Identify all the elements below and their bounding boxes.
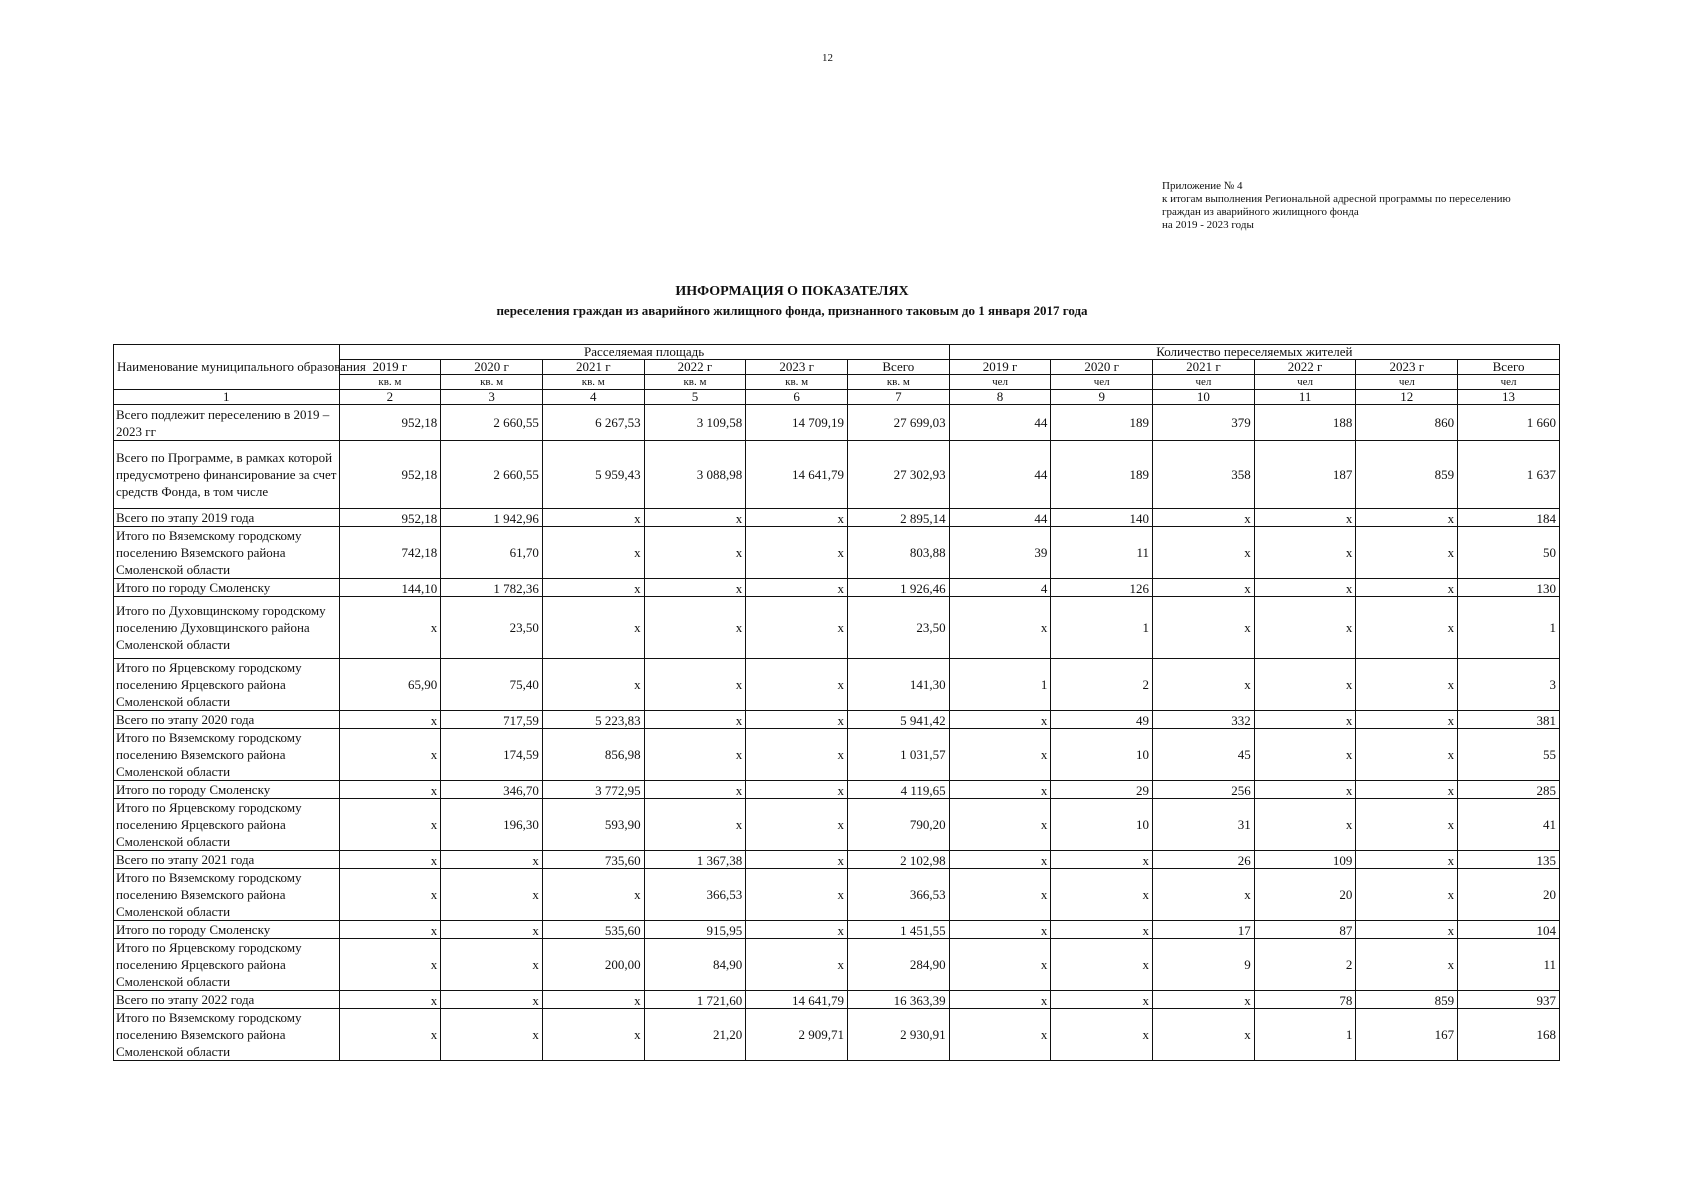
area-value-cell: x bbox=[746, 659, 848, 711]
area-value-cell: 27 699,03 bbox=[847, 405, 949, 441]
area-value-cell: x bbox=[644, 659, 746, 711]
area-unit-header: кв. м bbox=[542, 375, 644, 390]
area-value-cell: x bbox=[339, 851, 441, 869]
column-number: 12 bbox=[1356, 390, 1458, 405]
residents-value-cell: x bbox=[1051, 991, 1153, 1009]
residents-value-cell: x bbox=[1356, 781, 1458, 799]
area-value-cell: 4 119,65 bbox=[847, 781, 949, 799]
residents-value-cell: 17 bbox=[1153, 921, 1255, 939]
area-value-cell: 742,18 bbox=[339, 527, 441, 579]
page-number: 12 bbox=[822, 52, 833, 64]
residents-value-cell: x bbox=[1254, 711, 1356, 729]
area-value-cell: x bbox=[441, 851, 543, 869]
residents-value-cell: 140 bbox=[1051, 509, 1153, 527]
residents-value-cell: 1 bbox=[1254, 1009, 1356, 1061]
area-value-cell: x bbox=[644, 729, 746, 781]
area-value-cell: 366,53 bbox=[644, 869, 746, 921]
area-value-cell: x bbox=[644, 527, 746, 579]
column-number: 9 bbox=[1051, 390, 1153, 405]
row-name: Всего по этапу 2022 года bbox=[114, 991, 340, 1009]
area-value-cell: 593,90 bbox=[542, 799, 644, 851]
area-value-cell: 2 102,98 bbox=[847, 851, 949, 869]
area-value-cell: x bbox=[339, 939, 441, 991]
area-unit-header: кв. м bbox=[746, 375, 848, 390]
residents-value-cell: x bbox=[1356, 659, 1458, 711]
header-group-row bbox=[114, 345, 1560, 360]
residents-unit-header: чел bbox=[1051, 375, 1153, 390]
table-row bbox=[114, 405, 1560, 441]
row-name: Всего по Программе, в рамках которой предусмотрено финансирование за счет средств Фонда, в том числе bbox=[114, 441, 340, 509]
residents-value-cell: x bbox=[1254, 597, 1356, 659]
column-number: 4 bbox=[542, 390, 644, 405]
area-value-cell: 3 772,95 bbox=[542, 781, 644, 799]
row-name: Итого по Ярцевскому городскому поселению Ярцевского района Смоленской области bbox=[114, 939, 340, 991]
area-value-cell: 2 660,55 bbox=[441, 405, 543, 441]
residents-value-cell: 39 bbox=[949, 527, 1051, 579]
area-value-cell: x bbox=[441, 1009, 543, 1061]
area-unit-header: кв. м bbox=[441, 375, 543, 390]
residents-value-cell: 379 bbox=[1153, 405, 1255, 441]
residents-unit-header: чел bbox=[1356, 375, 1458, 390]
residents-value-cell: 44 bbox=[949, 509, 1051, 527]
residents-value-cell: 104 bbox=[1458, 921, 1560, 939]
row-name: Итого по Духовщинскому городскому поселению Духовщинского района Смоленской области bbox=[114, 597, 340, 659]
area-value-cell: 61,70 bbox=[441, 527, 543, 579]
residents-value-cell: 860 bbox=[1356, 405, 1458, 441]
area-value-cell: x bbox=[339, 781, 441, 799]
area-value-cell: 3 088,98 bbox=[644, 441, 746, 509]
row-name: Итого по Вяземскому городскому поселению Вяземского района Смоленской области bbox=[114, 1009, 340, 1061]
appendix-line-3: граждан из аварийного жилищного фонда bbox=[1162, 206, 1359, 218]
residents-value-cell: x bbox=[1356, 527, 1458, 579]
area-unit-header: кв. м bbox=[339, 375, 441, 390]
column-number: 13 bbox=[1458, 390, 1560, 405]
residents-value-cell: x bbox=[1356, 509, 1458, 527]
area-value-cell: 3 109,58 bbox=[644, 405, 746, 441]
row-name: Итого по Ярцевскому городскому поселению Ярцевского района Смоленской области bbox=[114, 659, 340, 711]
table-row bbox=[114, 939, 1560, 991]
row-name: Итого по Вяземскому городскому поселению Вяземского района Смоленской области bbox=[114, 527, 340, 579]
area-value-cell: 2 660,55 bbox=[441, 441, 543, 509]
row-name: Итого по городу Смоленску bbox=[114, 921, 340, 939]
residents-value-cell: 109 bbox=[1254, 851, 1356, 869]
residents-value-cell: x bbox=[1356, 939, 1458, 991]
residents-unit-header: чел bbox=[1153, 375, 1255, 390]
residents-value-cell: x bbox=[949, 851, 1051, 869]
area-value-cell: x bbox=[441, 921, 543, 939]
residents-value-cell: x bbox=[1356, 921, 1458, 939]
residents-value-cell: x bbox=[1254, 799, 1356, 851]
area-value-cell: 346,70 bbox=[441, 781, 543, 799]
area-value-cell: 717,59 bbox=[441, 711, 543, 729]
row-name: Итого по Вяземскому городскому поселению Вяземского района Смоленской области bbox=[114, 869, 340, 921]
area-value-cell: 535,60 bbox=[542, 921, 644, 939]
column-number-row bbox=[114, 390, 1560, 405]
table-row bbox=[114, 851, 1560, 869]
area-value-cell: x bbox=[339, 799, 441, 851]
residents-value-cell: 55 bbox=[1458, 729, 1560, 781]
table-body bbox=[114, 405, 1560, 1061]
residents-value-cell: 4 bbox=[949, 579, 1051, 597]
residents-value-cell: 285 bbox=[1458, 781, 1560, 799]
residents-value-cell: 859 bbox=[1356, 991, 1458, 1009]
residents-year-header: 2019 г bbox=[949, 360, 1051, 375]
table-row bbox=[114, 441, 1560, 509]
column-number: 10 bbox=[1153, 390, 1255, 405]
column-number: 7 bbox=[847, 390, 949, 405]
residents-value-cell: x bbox=[1153, 659, 1255, 711]
residents-value-cell: 3 bbox=[1458, 659, 1560, 711]
residents-value-cell: 44 bbox=[949, 405, 1051, 441]
area-value-cell: 14 641,79 bbox=[746, 991, 848, 1009]
area-value-cell: 75,40 bbox=[441, 659, 543, 711]
document-title: ИНФОРМАЦИЯ О ПОКАЗАТЕЛЯХ bbox=[675, 284, 909, 299]
table-row bbox=[114, 509, 1560, 527]
area-value-cell: x bbox=[542, 509, 644, 527]
residents-value-cell: x bbox=[1254, 527, 1356, 579]
area-value-cell: x bbox=[644, 781, 746, 799]
appendix-line-1: Приложение № 4 bbox=[1162, 180, 1243, 192]
area-year-header: 2023 г bbox=[746, 360, 848, 375]
area-value-cell: 14 641,79 bbox=[746, 441, 848, 509]
table-row bbox=[114, 869, 1560, 921]
residents-group-header: Количество переселяемых жителей bbox=[949, 345, 1559, 360]
area-value-cell: 2 909,71 bbox=[746, 1009, 848, 1061]
area-value-cell: x bbox=[339, 597, 441, 659]
residents-value-cell: 1 660 bbox=[1458, 405, 1560, 441]
residents-value-cell: x bbox=[1356, 799, 1458, 851]
residents-value-cell: 1 bbox=[949, 659, 1051, 711]
column-number: 6 bbox=[746, 390, 848, 405]
residents-value-cell: x bbox=[1153, 509, 1255, 527]
area-value-cell: x bbox=[746, 921, 848, 939]
residents-value-cell: 20 bbox=[1254, 869, 1356, 921]
residents-value-cell: 126 bbox=[1051, 579, 1153, 597]
residents-value-cell: x bbox=[1254, 579, 1356, 597]
residents-year-header: 2023 г bbox=[1356, 360, 1458, 375]
row-name: Всего по этапу 2020 года bbox=[114, 711, 340, 729]
residents-value-cell: 256 bbox=[1153, 781, 1255, 799]
residents-value-cell: 31 bbox=[1153, 799, 1255, 851]
residents-value-cell: 1 637 bbox=[1458, 441, 1560, 509]
area-value-cell: x bbox=[542, 659, 644, 711]
area-value-cell: 803,88 bbox=[847, 527, 949, 579]
residents-value-cell: 188 bbox=[1254, 405, 1356, 441]
appendix-note bbox=[1162, 180, 1582, 232]
area-value-cell: x bbox=[644, 597, 746, 659]
residents-value-cell: 332 bbox=[1153, 711, 1255, 729]
area-value-cell: 14 709,19 bbox=[746, 405, 848, 441]
row-name: Итого по Вяземскому городскому поселению Вяземского района Смоленской области bbox=[114, 729, 340, 781]
residents-value-cell: x bbox=[1356, 711, 1458, 729]
area-value-cell: 284,90 bbox=[847, 939, 949, 991]
residents-value-cell: x bbox=[1356, 597, 1458, 659]
area-value-cell: 200,00 bbox=[542, 939, 644, 991]
area-value-cell: x bbox=[339, 711, 441, 729]
residents-value-cell: x bbox=[1153, 991, 1255, 1009]
area-value-cell: 141,30 bbox=[847, 659, 949, 711]
area-value-cell: 21,20 bbox=[644, 1009, 746, 1061]
area-value-cell: x bbox=[644, 711, 746, 729]
area-value-cell: 2 930,91 bbox=[847, 1009, 949, 1061]
residents-value-cell: 358 bbox=[1153, 441, 1255, 509]
area-value-cell: 915,95 bbox=[644, 921, 746, 939]
area-value-cell: 1 926,46 bbox=[847, 579, 949, 597]
area-value-cell: 5 959,43 bbox=[542, 441, 644, 509]
area-value-cell: 790,20 bbox=[847, 799, 949, 851]
residents-value-cell: 50 bbox=[1458, 527, 1560, 579]
area-value-cell: 952,18 bbox=[339, 405, 441, 441]
table-row bbox=[114, 711, 1560, 729]
area-value-cell: 735,60 bbox=[542, 851, 644, 869]
residents-value-cell: 20 bbox=[1458, 869, 1560, 921]
row-name: Итого по Ярцевскому городскому поселению Ярцевского района Смоленской области bbox=[114, 799, 340, 851]
name-column-header: Наименование муниципального образования bbox=[114, 345, 340, 390]
area-value-cell: x bbox=[746, 509, 848, 527]
residents-value-cell: 2 bbox=[1254, 939, 1356, 991]
area-value-cell: x bbox=[746, 579, 848, 597]
table-row bbox=[114, 781, 1560, 799]
area-value-cell: x bbox=[746, 597, 848, 659]
area-value-cell: x bbox=[746, 527, 848, 579]
area-value-cell: 1 451,55 bbox=[847, 921, 949, 939]
area-value-cell: x bbox=[542, 1009, 644, 1061]
table-row bbox=[114, 527, 1560, 579]
residents-value-cell: x bbox=[1153, 597, 1255, 659]
area-value-cell: 1 367,38 bbox=[644, 851, 746, 869]
residents-value-cell: 189 bbox=[1051, 405, 1153, 441]
area-unit-header: кв. м bbox=[644, 375, 746, 390]
area-value-cell: 16 363,39 bbox=[847, 991, 949, 1009]
indicators-table bbox=[113, 344, 1560, 1061]
residents-value-cell: x bbox=[949, 991, 1051, 1009]
residents-value-cell: x bbox=[1051, 939, 1153, 991]
row-name: Итого по городу Смоленску bbox=[114, 781, 340, 799]
area-value-cell: 1 721,60 bbox=[644, 991, 746, 1009]
table-row bbox=[114, 921, 1560, 939]
table-row bbox=[114, 659, 1560, 711]
column-number: 8 bbox=[949, 390, 1051, 405]
area-value-cell: 1 782,36 bbox=[441, 579, 543, 597]
area-value-cell: x bbox=[746, 781, 848, 799]
area-year-header: 2019 г bbox=[339, 360, 441, 375]
residents-unit-header: чел bbox=[949, 375, 1051, 390]
column-number: 2 bbox=[339, 390, 441, 405]
row-name: Всего подлежит переселению в 2019 – 2023 гг bbox=[114, 405, 340, 441]
residents-value-cell: 11 bbox=[1051, 527, 1153, 579]
area-value-cell: 144,10 bbox=[339, 579, 441, 597]
residents-value-cell: x bbox=[1153, 579, 1255, 597]
residents-value-cell: 78 bbox=[1254, 991, 1356, 1009]
area-value-cell: 1 942,96 bbox=[441, 509, 543, 527]
residents-value-cell: 29 bbox=[1051, 781, 1153, 799]
residents-value-cell: 26 bbox=[1153, 851, 1255, 869]
area-value-cell: x bbox=[339, 921, 441, 939]
residents-value-cell: x bbox=[949, 711, 1051, 729]
area-value-cell: x bbox=[339, 1009, 441, 1061]
residents-value-cell: 167 bbox=[1356, 1009, 1458, 1061]
residents-value-cell: 49 bbox=[1051, 711, 1153, 729]
area-value-cell: 952,18 bbox=[339, 509, 441, 527]
row-name: Итого по городу Смоленску bbox=[114, 579, 340, 597]
residents-unit-header: чел bbox=[1458, 375, 1560, 390]
area-value-cell: x bbox=[542, 991, 644, 1009]
residents-value-cell: x bbox=[1153, 1009, 1255, 1061]
row-name: Всего по этапу 2019 года bbox=[114, 509, 340, 527]
residents-value-cell: 2 bbox=[1051, 659, 1153, 711]
residents-value-cell: x bbox=[1356, 851, 1458, 869]
residents-value-cell: 189 bbox=[1051, 441, 1153, 509]
table-row bbox=[114, 729, 1560, 781]
area-value-cell: x bbox=[644, 799, 746, 851]
residents-value-cell: 859 bbox=[1356, 441, 1458, 509]
area-value-cell: x bbox=[542, 597, 644, 659]
area-year-header: 2022 г bbox=[644, 360, 746, 375]
area-value-cell: 23,50 bbox=[847, 597, 949, 659]
residents-value-cell: x bbox=[1356, 869, 1458, 921]
area-value-cell: x bbox=[441, 869, 543, 921]
document-subtitle: переселения граждан из аварийного жилищного фонда, признанного таковым до 1 января 2017 года bbox=[496, 303, 1088, 318]
area-value-cell: x bbox=[542, 579, 644, 597]
area-value-cell: x bbox=[441, 939, 543, 991]
area-value-cell: 174,59 bbox=[441, 729, 543, 781]
area-value-cell: 65,90 bbox=[339, 659, 441, 711]
area-value-cell: 27 302,93 bbox=[847, 441, 949, 509]
residents-value-cell: 10 bbox=[1051, 729, 1153, 781]
table-row bbox=[114, 597, 1560, 659]
residents-value-cell: x bbox=[1051, 851, 1153, 869]
residents-value-cell: x bbox=[1051, 921, 1153, 939]
area-value-cell: 23,50 bbox=[441, 597, 543, 659]
row-name: Всего по этапу 2021 года bbox=[114, 851, 340, 869]
area-value-cell: x bbox=[746, 799, 848, 851]
area-value-cell: 2 895,14 bbox=[847, 509, 949, 527]
appendix-line-4: на 2019 - 2023 годы bbox=[1162, 219, 1254, 231]
area-value-cell: 196,30 bbox=[441, 799, 543, 851]
area-value-cell: x bbox=[542, 869, 644, 921]
residents-value-cell: 10 bbox=[1051, 799, 1153, 851]
area-value-cell: x bbox=[441, 991, 543, 1009]
residents-value-cell: x bbox=[949, 939, 1051, 991]
residents-year-header: 2020 г bbox=[1051, 360, 1153, 375]
table-row bbox=[114, 1009, 1560, 1061]
column-number: 5 bbox=[644, 390, 746, 405]
residents-value-cell: x bbox=[1153, 869, 1255, 921]
area-value-cell: 84,90 bbox=[644, 939, 746, 991]
area-value-cell: x bbox=[339, 869, 441, 921]
area-value-cell: 6 267,53 bbox=[542, 405, 644, 441]
area-value-cell: x bbox=[644, 509, 746, 527]
residents-value-cell: x bbox=[949, 597, 1051, 659]
area-value-cell: x bbox=[644, 579, 746, 597]
residents-value-cell: x bbox=[1254, 659, 1356, 711]
residents-value-cell: 44 bbox=[949, 441, 1051, 509]
residents-value-cell: x bbox=[949, 729, 1051, 781]
area-value-cell: x bbox=[746, 869, 848, 921]
residents-value-cell: x bbox=[949, 1009, 1051, 1061]
residents-value-cell: 1 bbox=[1458, 597, 1560, 659]
area-value-cell: x bbox=[542, 527, 644, 579]
residents-value-cell: 1 bbox=[1051, 597, 1153, 659]
residents-value-cell: x bbox=[949, 781, 1051, 799]
area-value-cell: 952,18 bbox=[339, 441, 441, 509]
area-year-header: 2021 г bbox=[542, 360, 644, 375]
residents-value-cell: x bbox=[949, 869, 1051, 921]
residents-value-cell: 187 bbox=[1254, 441, 1356, 509]
column-number: 11 bbox=[1254, 390, 1356, 405]
residents-year-header: 2022 г bbox=[1254, 360, 1356, 375]
residents-value-cell: 11 bbox=[1458, 939, 1560, 991]
residents-value-cell: 9 bbox=[1153, 939, 1255, 991]
residents-value-cell: 130 bbox=[1458, 579, 1560, 597]
residents-value-cell: x bbox=[1254, 509, 1356, 527]
residents-value-cell: x bbox=[1356, 579, 1458, 597]
residents-value-cell: 168 bbox=[1458, 1009, 1560, 1061]
residents-value-cell: x bbox=[1051, 1009, 1153, 1061]
residents-value-cell: 184 bbox=[1458, 509, 1560, 527]
column-number: 3 bbox=[441, 390, 543, 405]
column-number: 1 bbox=[114, 390, 340, 405]
residents-value-cell: 135 bbox=[1458, 851, 1560, 869]
residents-value-cell: 45 bbox=[1153, 729, 1255, 781]
area-value-cell: 5 941,42 bbox=[847, 711, 949, 729]
area-year-header: 2020 г bbox=[441, 360, 543, 375]
area-year-header: Всего bbox=[847, 360, 949, 375]
residents-value-cell: 937 bbox=[1458, 991, 1560, 1009]
area-value-cell: 5 223,83 bbox=[542, 711, 644, 729]
residents-year-header: 2021 г bbox=[1153, 360, 1255, 375]
residents-value-cell: x bbox=[949, 799, 1051, 851]
area-value-cell: 856,98 bbox=[542, 729, 644, 781]
area-value-cell: 366,53 bbox=[847, 869, 949, 921]
area-value-cell: x bbox=[339, 729, 441, 781]
area-value-cell: 1 031,57 bbox=[847, 729, 949, 781]
area-group-header: Расселяемая площадь bbox=[339, 345, 949, 360]
table-row bbox=[114, 991, 1560, 1009]
residents-value-cell: x bbox=[949, 921, 1051, 939]
table-row bbox=[114, 579, 1560, 597]
residents-year-header: Всего bbox=[1458, 360, 1560, 375]
area-value-cell: x bbox=[746, 851, 848, 869]
residents-value-cell: 381 bbox=[1458, 711, 1560, 729]
appendix-line-2: к итогам выполнения Региональной адресной программы по переселению bbox=[1162, 193, 1511, 205]
table-row bbox=[114, 799, 1560, 851]
residents-value-cell: 87 bbox=[1254, 921, 1356, 939]
area-value-cell: x bbox=[339, 991, 441, 1009]
area-value-cell: x bbox=[746, 939, 848, 991]
residents-value-cell: x bbox=[1254, 729, 1356, 781]
area-unit-header: кв. м bbox=[847, 375, 949, 390]
residents-value-cell: x bbox=[1356, 729, 1458, 781]
area-value-cell: x bbox=[746, 729, 848, 781]
residents-unit-header: чел bbox=[1254, 375, 1356, 390]
residents-value-cell: x bbox=[1254, 781, 1356, 799]
residents-value-cell: x bbox=[1051, 869, 1153, 921]
area-value-cell: x bbox=[746, 711, 848, 729]
residents-value-cell: x bbox=[1153, 527, 1255, 579]
residents-value-cell: 41 bbox=[1458, 799, 1560, 851]
